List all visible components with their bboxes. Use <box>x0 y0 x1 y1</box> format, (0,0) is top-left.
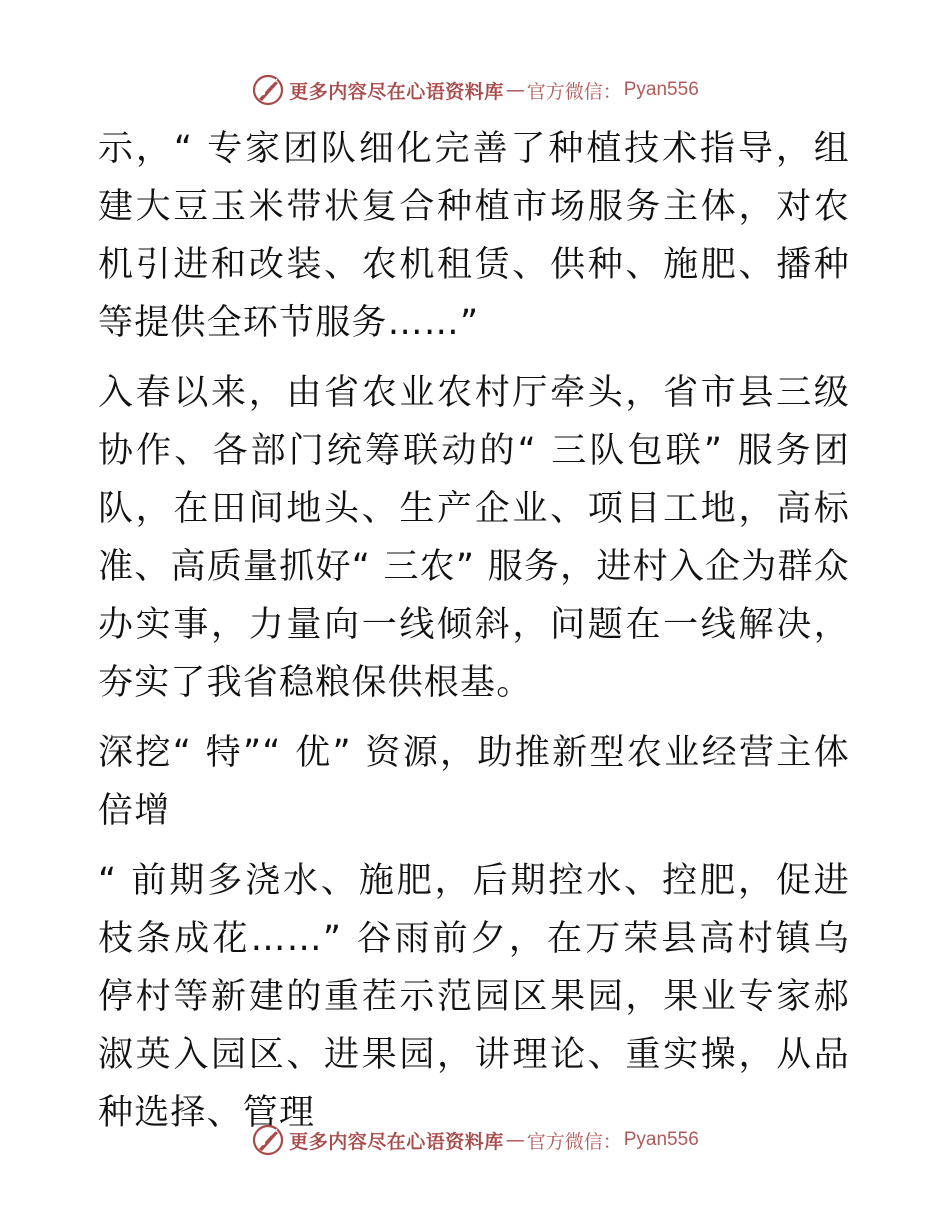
banner-dash: — <box>505 79 525 101</box>
paragraph-3: “ 前期多浇水、施肥，后期控水、控肥，促进枝条成花……” 谷雨前夕，在万荣县高村镇乌停村等新建的重茬示范园区果园，果业专家郝淑英入园区、进果园，讲理论、重实操，从品种选择、管理 <box>98 861 850 1133</box>
banner-text: 更多内容尽在心语资料库 <box>289 1130 504 1153</box>
document-body <box>98 120 850 1154</box>
wechat-id: Pyan556 <box>623 1129 699 1150</box>
banner-dash: — <box>505 1129 525 1151</box>
feather-pen-logo-icon <box>251 73 285 107</box>
wechat-label: 官方微信： <box>526 1130 622 1153</box>
wechat-label: 官方微信： <box>526 80 622 103</box>
banner-text: 更多内容尽在心语资料库 <box>289 80 504 103</box>
feather-pen-logo-icon <box>251 1123 285 1157</box>
wechat-id: Pyan556 <box>623 79 699 100</box>
section-heading: 深挖“ 特”“ 优” 资源，助推新型农业经营主体倍增 <box>98 733 850 831</box>
header-banner <box>0 70 950 110</box>
paragraph-2: 入春以来，由省农业农村厅牵头，省市县三级协作、各部门统筹联动的“ 三队包联” 服务团队，在田间地头、生产企业、项目工地，高标准、高质量抓好“ 三农” 服务，进村入企为群众办实事，力量向一线倾斜，问题在一线解决，夯实了我省稳粮保供根基。 <box>98 373 850 703</box>
paragraph-1: 示，“ 专家团队细化完善了种植技术指导，组建大豆玉米带状复合种植市场服务主体，对农机引进和改装、农机租赁、供种、施肥、播种等提供全环节服务……” <box>98 129 850 343</box>
footer-banner <box>0 1120 950 1160</box>
